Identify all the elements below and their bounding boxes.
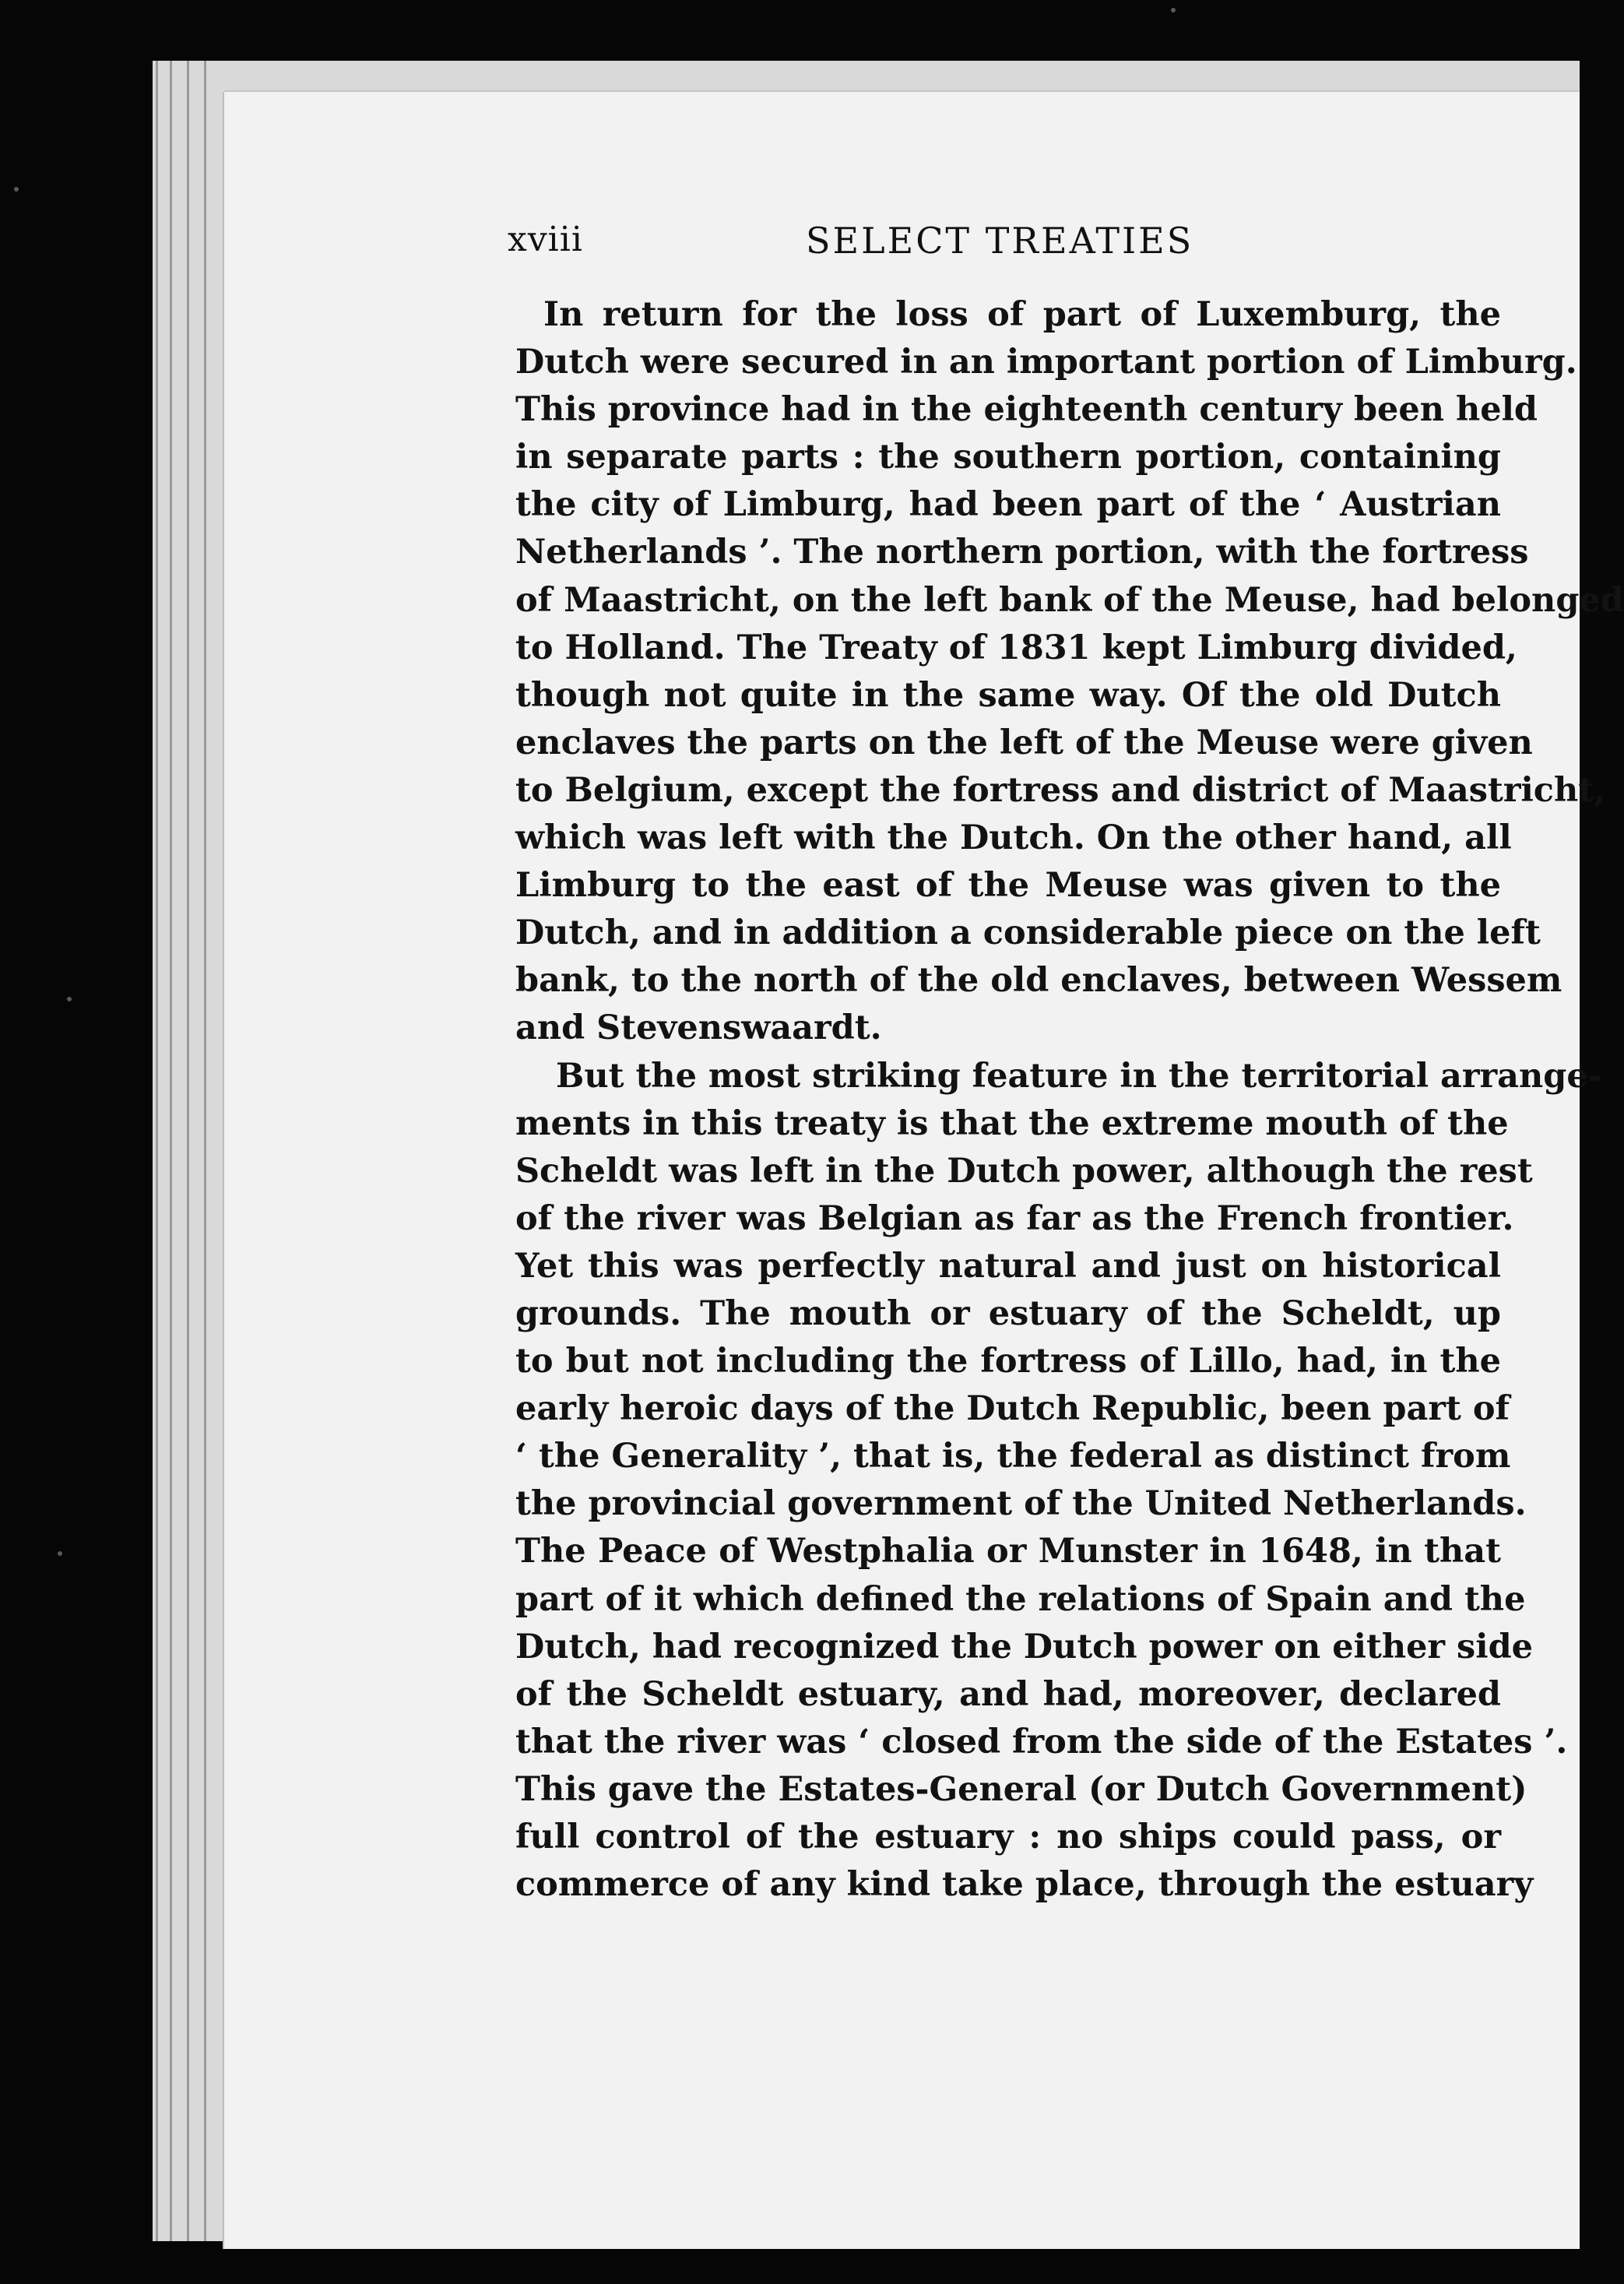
text-line: But the most striking feature in the territorial arrange- bbox=[556, 1056, 1602, 1096]
text-line: that the river was ‘ closed from the side of the Estates ’. bbox=[515, 1722, 1568, 1761]
text-line: bank, to the north of the old enclaves, between Wessem bbox=[515, 961, 1562, 1001]
text-line: Dutch, had recognized the Dutch power on either side bbox=[515, 1627, 1534, 1666]
scan-speck bbox=[58, 1551, 62, 1556]
scan-speck bbox=[67, 997, 72, 1001]
text-line: Limburg to the east of the Meuse was given to the bbox=[515, 866, 1501, 906]
page-number: xviii bbox=[508, 220, 583, 259]
text-line: to Belgium, except the fortress and district of Maastricht, bbox=[515, 770, 1606, 810]
text-line: to Holland. The Treaty of 1831 kept Limburg divided, bbox=[515, 628, 1517, 667]
body-text bbox=[515, 291, 1624, 1909]
text-line: to but not including the fortress of Lillo, had, in the bbox=[515, 1342, 1501, 1381]
text-line: full control of the estuary : no ships could pass, or bbox=[515, 1818, 1501, 1856]
text-line: though not quite in the same way. Of the old Dutch bbox=[515, 675, 1501, 715]
page-edge bbox=[170, 61, 172, 2241]
page-edge bbox=[187, 61, 189, 2241]
text-line: Yet this was perfectly natural and just on historical bbox=[515, 1246, 1501, 1286]
text-line: of the river was Belgian as far as the French frontier. bbox=[515, 1198, 1514, 1238]
text-line: the city of Limburg, had been part of the ‘ Austrian bbox=[515, 485, 1501, 525]
running-title: SELECT TREATIES bbox=[806, 220, 1194, 262]
text-line: ‘ the Generality ’, that is, the federal as distinct from bbox=[515, 1437, 1511, 1476]
page-edge bbox=[204, 61, 206, 2241]
text-line: Netherlands ’. The northern portion, with the fortress bbox=[515, 533, 1529, 572]
text-line: in separate parts : the southern portion, containing bbox=[515, 438, 1501, 477]
text-line: enclaves the parts on the left of the Meuse were given bbox=[515, 723, 1533, 762]
scan-speck bbox=[1171, 8, 1176, 12]
paragraph-1 bbox=[515, 291, 1624, 1053]
page-edge bbox=[156, 61, 158, 2241]
text-line: early heroic days of the Dutch Republic, been part of bbox=[515, 1389, 1510, 1429]
text-line: ments in this treaty is that the extreme mouth of the bbox=[515, 1103, 1509, 1143]
text-line: This gave the Estates-General (or Dutch Government) bbox=[515, 1769, 1527, 1809]
text-line: This province had in the eighteenth century been held bbox=[515, 390, 1538, 430]
text-line: which was left with the Dutch. On the other hand, all bbox=[515, 818, 1512, 858]
text-line: Scheldt was left in the Dutch power, although the rest bbox=[515, 1151, 1533, 1191]
text-line: Dutch, and in addition a considerable piece on the left bbox=[515, 913, 1541, 953]
text-line: commerce of any kind take place, through the estuary bbox=[515, 1865, 1534, 1905]
text-line: of Maastricht, on the left bank of the Meuse, had belonged bbox=[515, 580, 1624, 620]
scan-speck bbox=[14, 187, 19, 192]
text-line: and Stevenswaardt. bbox=[515, 1008, 882, 1048]
running-head bbox=[508, 220, 1501, 268]
text-line: part of it which defined the relations of Spain and the bbox=[515, 1579, 1526, 1619]
text-line: Dutch were secured in an important portion of Limburg. bbox=[515, 343, 1577, 382]
text-line: the provincial government of the United Netherlands. bbox=[515, 1484, 1527, 1524]
text-line: The Peace of Westphalia or Munster in 1648, in that bbox=[515, 1532, 1501, 1571]
text-line: of the Scheldt estuary, and had, moreover, declared bbox=[515, 1674, 1501, 1714]
text-line: In return for the loss of part of Luxemburg, the bbox=[543, 295, 1501, 334]
text-line: grounds. The mouth or estuary of the Scheldt, up bbox=[515, 1293, 1501, 1333]
paragraph-2 bbox=[515, 1053, 1602, 1909]
